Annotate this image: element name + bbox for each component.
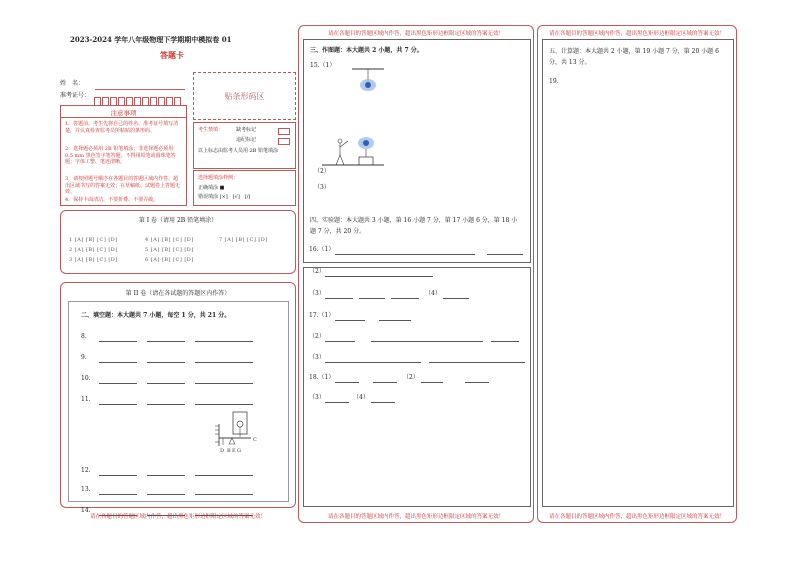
mc-q4[interactable]: 4 [A] [B] [C] [D] — [145, 237, 194, 243]
warning-col2-bottom: 请在各题目的答题区域内作答，超出黑色矩形边框限定区域的答案无效！ — [327, 514, 504, 520]
q13-blank-2[interactable] — [147, 494, 185, 495]
mc-q6[interactable]: 6 [A] [B] [C] [D] — [145, 257, 194, 263]
absent-checkbox[interactable] — [278, 128, 290, 135]
mc-q5[interactable]: 5 [A] [B] [C] [D] — [145, 247, 194, 253]
q18-label: 18.（1） — [309, 374, 335, 381]
q17-2-label: （2） — [309, 333, 325, 340]
fill-example-title: 选择题填涂样例： — [198, 175, 239, 181]
q14-label: 14. — [81, 507, 91, 514]
barcode-label: 贴条形码区 — [224, 92, 265, 101]
magnet-diagram-1 — [344, 67, 394, 97]
mc-q2[interactable]: 2 [A] [B] [C] [D] — [69, 247, 118, 253]
section1-box — [60, 210, 296, 274]
notice-item-4: 4．保持卡面清洁，不要折叠、不要弄破。 — [65, 197, 159, 203]
col2-frame — [298, 25, 534, 523]
q16-1-blank-2[interactable] — [487, 254, 523, 255]
barcode-area — [193, 72, 296, 120]
mc-q7[interactable]: 7 [A] [B] [C] [D] — [219, 237, 268, 243]
q11-label: 11. — [81, 396, 91, 403]
q19-label: 19. — [549, 78, 559, 85]
q12-label: 12. — [81, 467, 91, 474]
diagram-label-d: D — [220, 448, 225, 454]
exp-section-title: 四、实验题：本大题共 3 小题，第 16 小题 7 分，第 17 小题 6 分，第 18 小题 7 分，共 20 分。 — [310, 217, 518, 235]
mc-q1[interactable]: 1 [A] [B] [C] [D] — [69, 237, 118, 243]
q10-label: 10. — [81, 375, 91, 382]
section2-box — [60, 282, 296, 514]
q8-blank-2[interactable] — [147, 341, 185, 342]
mark-legend-box — [193, 122, 296, 169]
diagram-label-e: E — [232, 448, 236, 454]
q10-blank-3[interactable] — [195, 383, 253, 384]
q18-4-label: （4） — [353, 394, 369, 401]
q16-2-label: （2） — [309, 268, 325, 275]
q10-blank-2[interactable] — [147, 383, 185, 384]
name-label: 姓 名： — [60, 80, 85, 87]
violation-label: 违纪标记 — [236, 137, 257, 143]
notice-box — [60, 105, 187, 206]
q18-2-label: （2） — [403, 374, 419, 381]
q8-label: 8. — [81, 333, 87, 340]
calc-area — [542, 39, 734, 507]
q13-blank-1[interactable] — [99, 494, 137, 495]
lever-diagram — [213, 410, 261, 455]
page-subtitle: 答题卡 — [160, 50, 184, 60]
q17-3-label: （3） — [309, 354, 325, 361]
id-label: 准考证号： — [60, 92, 91, 99]
q16-4-label: （4） — [425, 290, 441, 297]
q11-blank-3[interactable] — [195, 404, 253, 405]
mark-legend-label: 考生禁填： — [198, 127, 224, 133]
draw-section-title: 三、作图题：本大题共 2 小题，共 7 分。 — [310, 47, 423, 54]
experiment-area — [303, 267, 531, 507]
violation-checkbox[interactable] — [278, 138, 290, 145]
warning-col3-bottom: 请在各题目的答题区域内作答，超出黑色矩形边框限定区域的答案无效！ — [548, 514, 725, 520]
q9-blank-3[interactable] — [195, 362, 253, 363]
q12-blank-3[interactable] — [195, 475, 253, 476]
q9-blank-1[interactable] — [99, 362, 137, 363]
mc-q3[interactable]: 3 [A] [B] [C] [D] — [69, 257, 118, 263]
drawing-area — [303, 39, 531, 263]
q12-blank-1[interactable] — [99, 475, 137, 476]
section1-title: 第 I 卷（请用 2B 铅笔填涂） — [138, 217, 218, 224]
q16-label: 16.（1） — [309, 246, 335, 253]
diagram-label-b: B — [227, 448, 231, 454]
fill-answer-area — [68, 301, 289, 514]
notice-item-1: 1．答题前，考生先将自己的姓名、准考证号填写清楚，并认真检查监考员所粘贴的条形码。 — [65, 121, 179, 134]
diagram-label-c: C — [253, 437, 257, 443]
q11-blank-1[interactable] — [99, 404, 137, 405]
q13-label: 13. — [81, 486, 91, 493]
fill-example-box — [193, 170, 296, 206]
name-line[interactable] — [95, 89, 185, 90]
notice-item-3: 3．请按照题号顺序在各题目的答题区域内作答，超出区域书写的答案无效；在草稿纸、试题卷上答题无效。 — [65, 176, 181, 195]
q9-label: 9. — [81, 354, 87, 361]
fill-section-title: 二、填空题：本大题共 7 小题，每空 1 分，共 21 分。 — [81, 312, 231, 319]
warning-col1: 请在各题目的答题区域内作答，超出黑色矩形边框限定区域的答案无效！ — [89, 514, 266, 520]
section2-title: 第 II 卷（请在各试题的答题区内作答） — [125, 290, 231, 297]
warning-col2-top: 请在各题目的答题区域内作答，超出黑色矩形边框限定区域的答案无效！ — [327, 31, 504, 37]
q16-3-label: （3） — [309, 290, 325, 297]
q8-blank-1[interactable] — [99, 341, 137, 342]
absent-label: 缺考标记 — [236, 127, 257, 133]
notice-item-2: 2．选择题必须用 2B 铅笔填涂；非选择题必须用 0.5 mm 黑色签字笔答题，不得用铅笔或圆珠笔答题；字体工整、笔迹清晰。 — [65, 146, 176, 165]
warning-col3-top: 请在各题目的答题区域内作答，超出黑色矩形边框限定区域的答案无效！ — [548, 31, 725, 37]
magnet-diagram-2 — [318, 127, 388, 172]
notice-title: 注意事项 — [110, 109, 137, 117]
q15-2-label: （2） — [314, 168, 330, 175]
q15-label: 15.（1） — [310, 62, 336, 69]
q11-blank-2[interactable] — [147, 404, 185, 405]
q18-3-label: （3） — [309, 394, 325, 401]
col3-frame — [537, 25, 737, 523]
fill-example-correct: 正确填涂 ■ — [198, 185, 225, 191]
fill-example-wrong: 错误填涂 [×] [√] [/] — [198, 194, 251, 200]
q9-blank-2[interactable] — [147, 362, 185, 363]
q8-blank-3[interactable] — [195, 341, 253, 342]
diagram-label-g: G — [237, 448, 241, 454]
q13-blank-3[interactable] — [195, 494, 253, 495]
q17-label: 17.（1） — [309, 312, 335, 319]
page-title: 2023-2024 学年八年级物理下学期期中模拟卷 01 — [70, 35, 232, 44]
calc-section-title: 五、计算题：本大题共 2 小题，第 19 小题 7 分，第 20 小题 6 分，共 13 分。 — [549, 48, 719, 66]
mark-legend-note: 以上标志由监考人员用 2B 铅笔填涂 — [198, 148, 279, 154]
q15-3-label: （3） — [314, 184, 330, 191]
q12-blank-2[interactable] — [147, 475, 185, 476]
q16-1-blank-1[interactable] — [335, 254, 475, 255]
q10-blank-1[interactable] — [99, 383, 137, 384]
